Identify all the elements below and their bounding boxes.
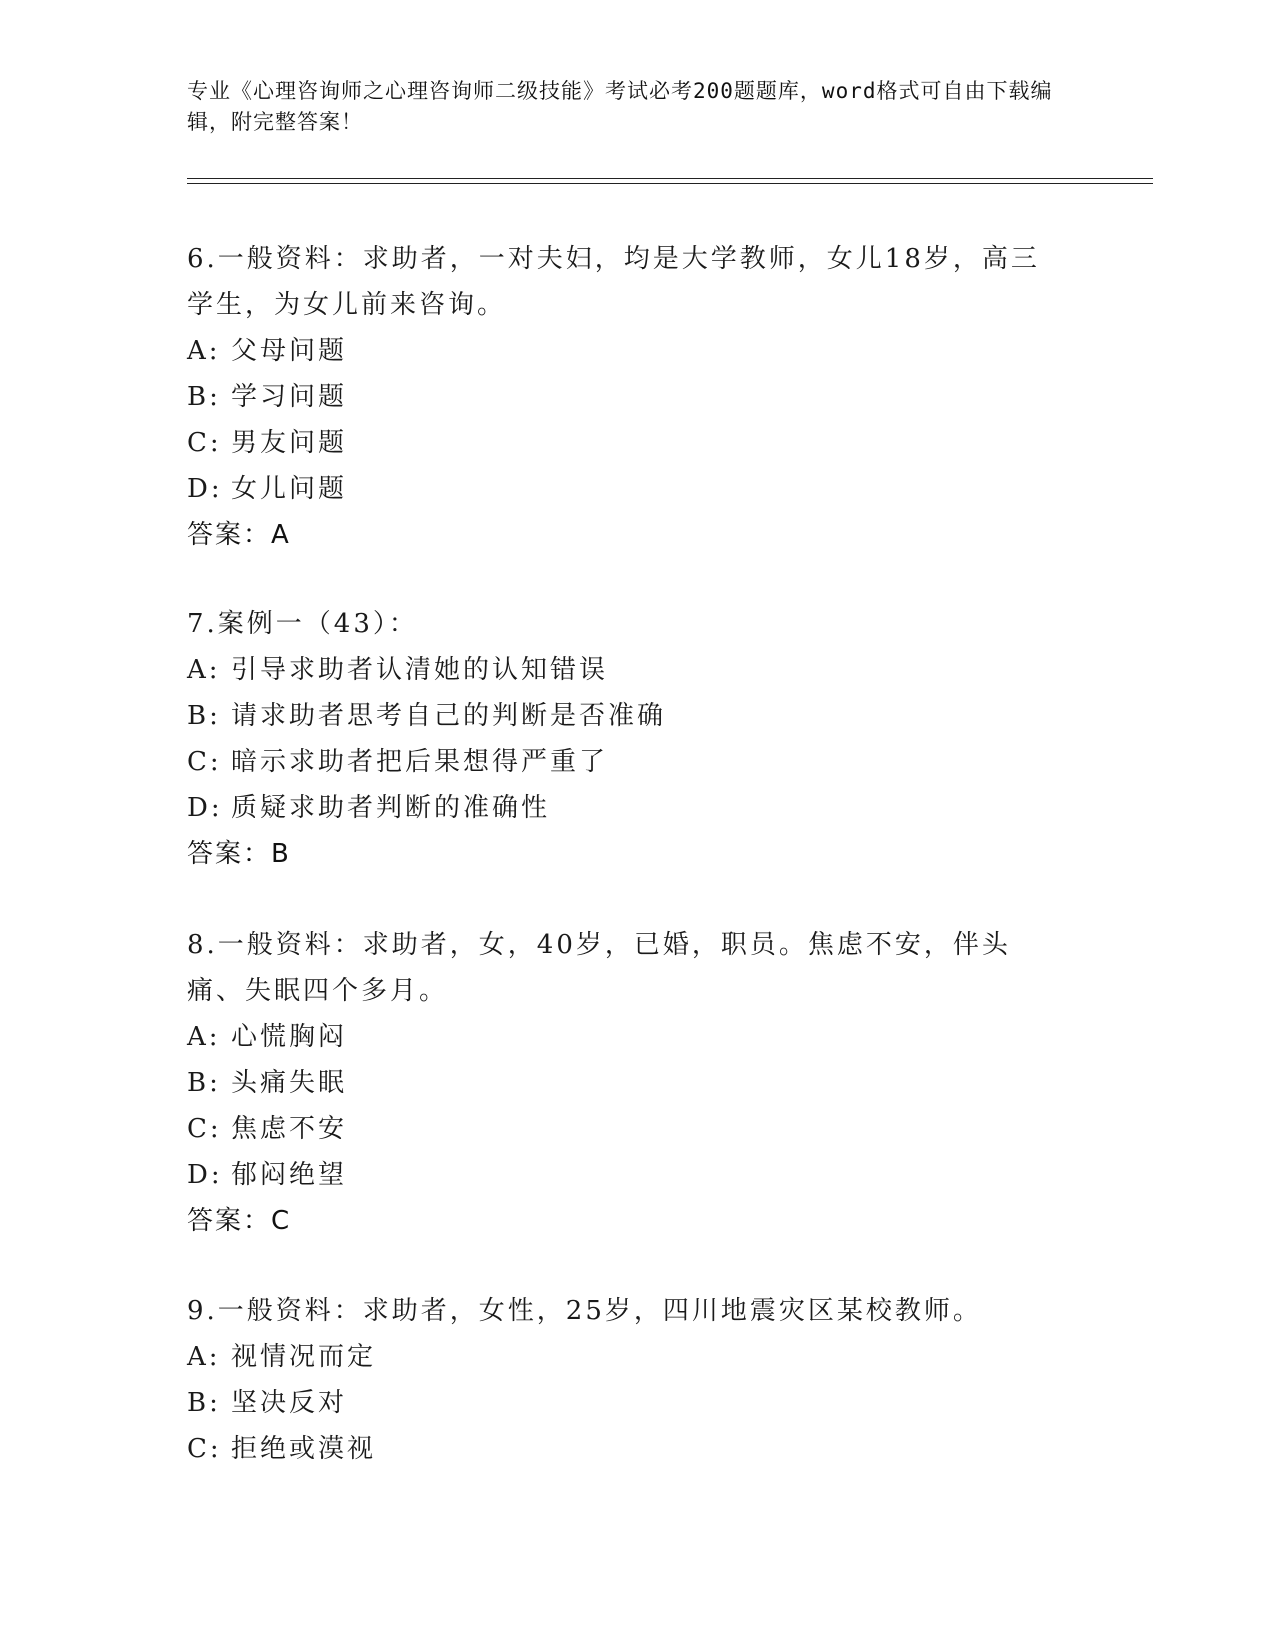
option-letter: C: [187, 428, 222, 458]
option-text: 郁闷绝望 [231, 1160, 348, 1190]
answer-line: 答案：C [187, 1206, 292, 1236]
option-text: 男友问题 [231, 428, 348, 458]
option-b [187, 1060, 1087, 1106]
option-letter: C: [187, 747, 222, 777]
option-c [187, 1106, 1087, 1152]
option-text: 头痛失眠 [231, 1068, 348, 1098]
option-letter: A: [187, 1022, 221, 1052]
question-stem: 6.一般资料：求助者，一对夫妇，均是大学教师，女儿18岁，高三学生，为女儿前来咨询。 [187, 244, 1040, 320]
question-7 [187, 601, 1087, 877]
option-text: 心慌胸闷 [231, 1022, 348, 1052]
answer-line: 答案：A [187, 520, 291, 550]
option-text: 学习问题 [231, 382, 348, 412]
option-letter: C: [187, 1434, 222, 1464]
option-c [187, 1426, 1087, 1472]
question-8 [187, 922, 1087, 1244]
option-text: 引导求助者认清她的认知错误 [231, 655, 609, 685]
option-d [187, 466, 1087, 512]
option-b [187, 374, 1087, 420]
option-letter: A: [187, 336, 221, 366]
option-letter: D: [187, 474, 223, 504]
answer-line: 答案：B [187, 839, 291, 869]
option-a [187, 1014, 1087, 1060]
option-text: 拒绝或漠视 [231, 1434, 377, 1464]
option-a [187, 328, 1087, 374]
option-d [187, 785, 1087, 831]
question-6 [187, 236, 1087, 558]
question-stem: 7.案例一（43）： [187, 609, 418, 639]
option-letter: D: [187, 793, 223, 823]
option-letter: B: [187, 1388, 221, 1418]
question-9 [187, 1288, 1087, 1472]
option-b [187, 693, 1087, 739]
header-divider-bottom [187, 183, 1153, 184]
option-c [187, 420, 1087, 466]
option-text: 女儿问题 [231, 474, 348, 504]
option-d [187, 1152, 1087, 1198]
header-divider-top [187, 178, 1153, 179]
option-c [187, 739, 1087, 785]
option-letter: B: [187, 1068, 221, 1098]
option-text: 坚决反对 [231, 1388, 348, 1418]
option-a [187, 647, 1087, 693]
option-letter: D: [187, 1160, 223, 1190]
option-letter: A: [187, 1342, 221, 1372]
document-header: 专业《心理咨询师之心理咨询师二级技能》考试必考200题题库，word格式可自由下载编辑，附完整答案！ [187, 79, 1053, 134]
question-stem: 8.一般资料：求助者，女，40岁，已婚，职员。焦虑不安，伴头痛、失眠四个多月。 [187, 930, 1011, 1006]
option-letter: C: [187, 1114, 222, 1144]
question-stem: 9.一般资料：求助者，女性，25岁，四川地震灾区某校教师。 [187, 1296, 982, 1326]
option-text: 父母问题 [231, 336, 348, 366]
option-text: 视情况而定 [231, 1342, 377, 1372]
option-letter: A: [187, 655, 221, 685]
option-text: 焦虑不安 [231, 1114, 348, 1144]
option-b [187, 1380, 1087, 1426]
option-text: 请求助者思考自己的判断是否准确 [231, 701, 667, 731]
option-a [187, 1334, 1087, 1380]
option-text: 暗示求助者把后果想得严重了 [231, 747, 609, 777]
option-letter: B: [187, 701, 221, 731]
option-text: 质疑求助者判断的准确性 [231, 793, 551, 823]
option-letter: B: [187, 382, 221, 412]
